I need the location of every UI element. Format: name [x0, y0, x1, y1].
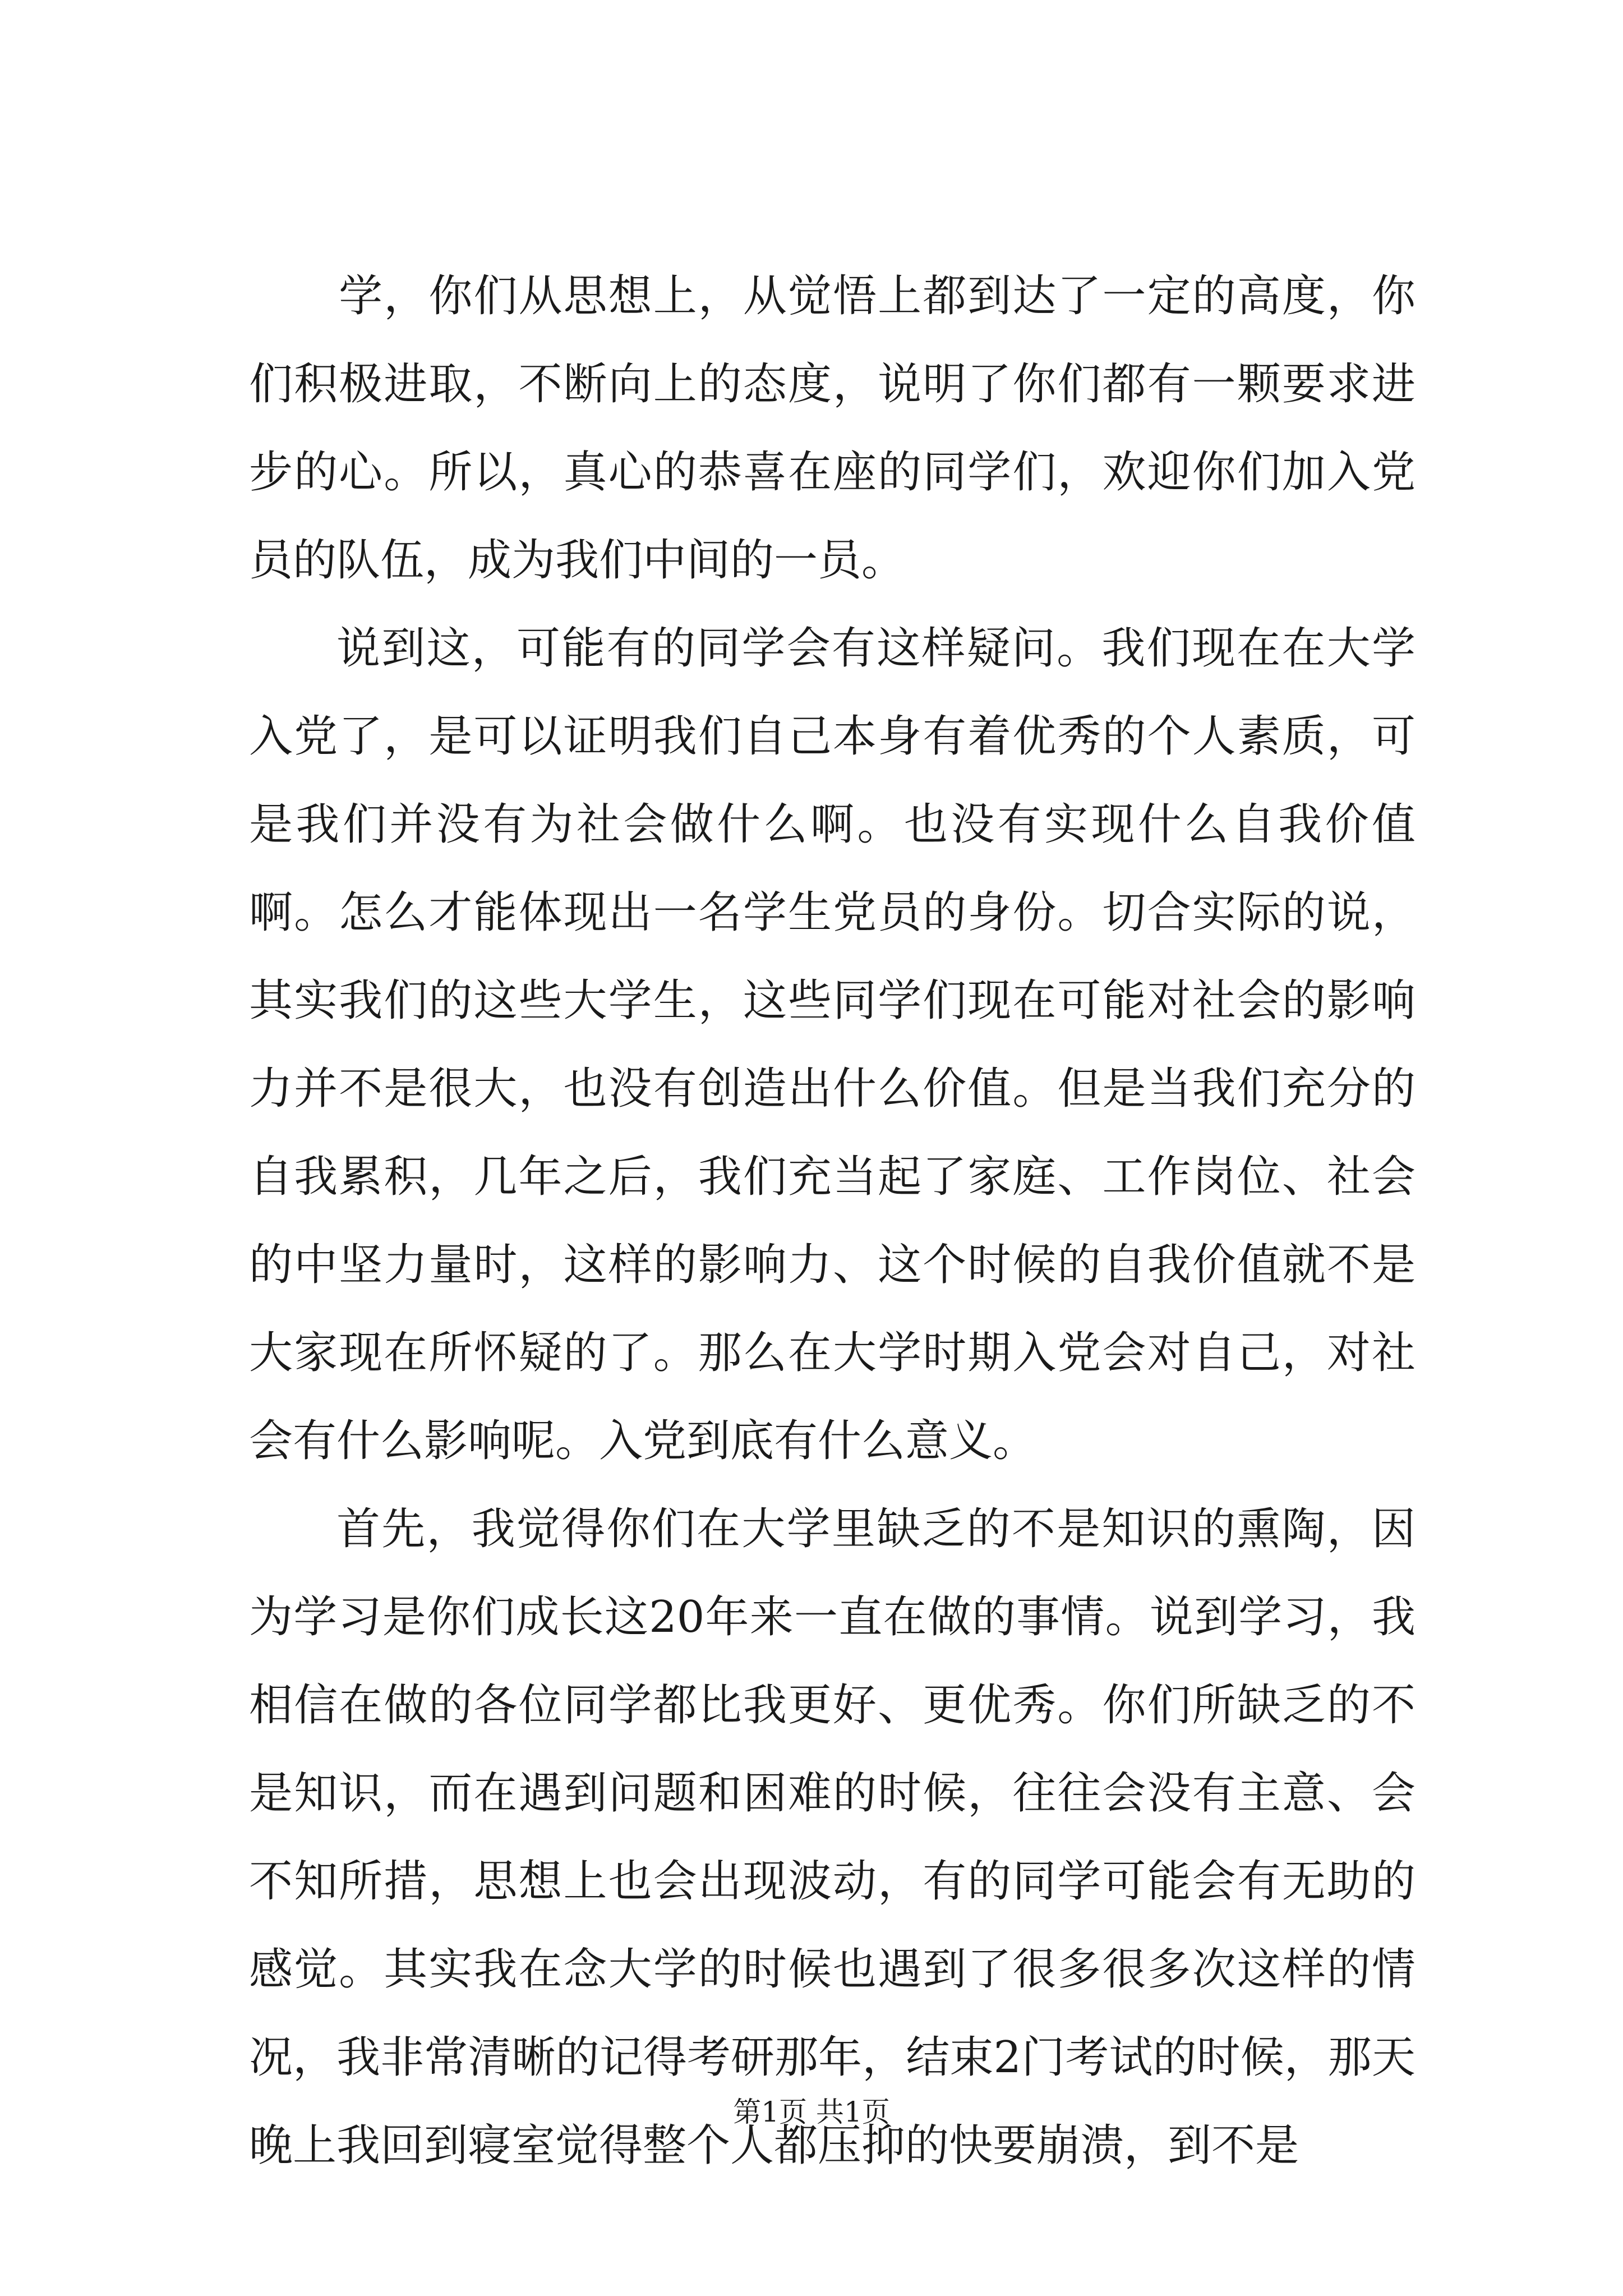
paragraph-3: 首先，我觉得你们在大学里缺乏的不是知识的熏陶，因为学习是你们成长这20年来一直在做的事情。说到学习，我相信在做的各位同学都比我更好、更优秀。你们所缺乏的不是知识，而在遇到问题和困难的时候，往往会没有主意、会不知所措，思想上也会出现波动，有的同学可能会有无助的感觉。其实我在念大学的时候也遇到了很多很多次这样的情况，我非常清晰的记得考研那年，结束2门考试的时候，那天晚上我回到寝室觉得整个人都压抑的快要崩溃，到不是 — [249, 1504, 1415, 2171]
paragraph-1: 学，你们从思想上，从觉悟上都到达了一定的高度，你们积极进取，不断向上的态度，说明了你们都有一颗要求进步的心。所以，真心的恭喜在座的同学们，欢迎你们加入党员的队伍，成为我们中间的一员。 — [249, 271, 1415, 586]
page-footer: 第1页 共1页 — [733, 2096, 890, 2128]
paragraph-2: 说到这，可能有的同学会有这样疑问。我们现在在大学入党了，是可以证明我们自己本身有着优秀的个人素质，可是我们并没有为社会做什么啊。也没有实现什么自我价值啊。怎么才能体现出一名学生党员的身份。切合实际的说，其实我们的这些大学生，这些同学们现在可能对社会的影响力并不是很大，也没有创造出什么价值。但是当我们充分的自我累积，几年之后，我们充当起了家庭、工作岗位、社会的中坚力量时，这样的影响力、这个时候的自我价值就不是大家现在所怀疑的了。那么在大学时期入党会对自己，对社会有什么影响呢。入党到底有什么意义。 — [249, 623, 1415, 1466]
document-body — [249, 252, 1415, 2190]
